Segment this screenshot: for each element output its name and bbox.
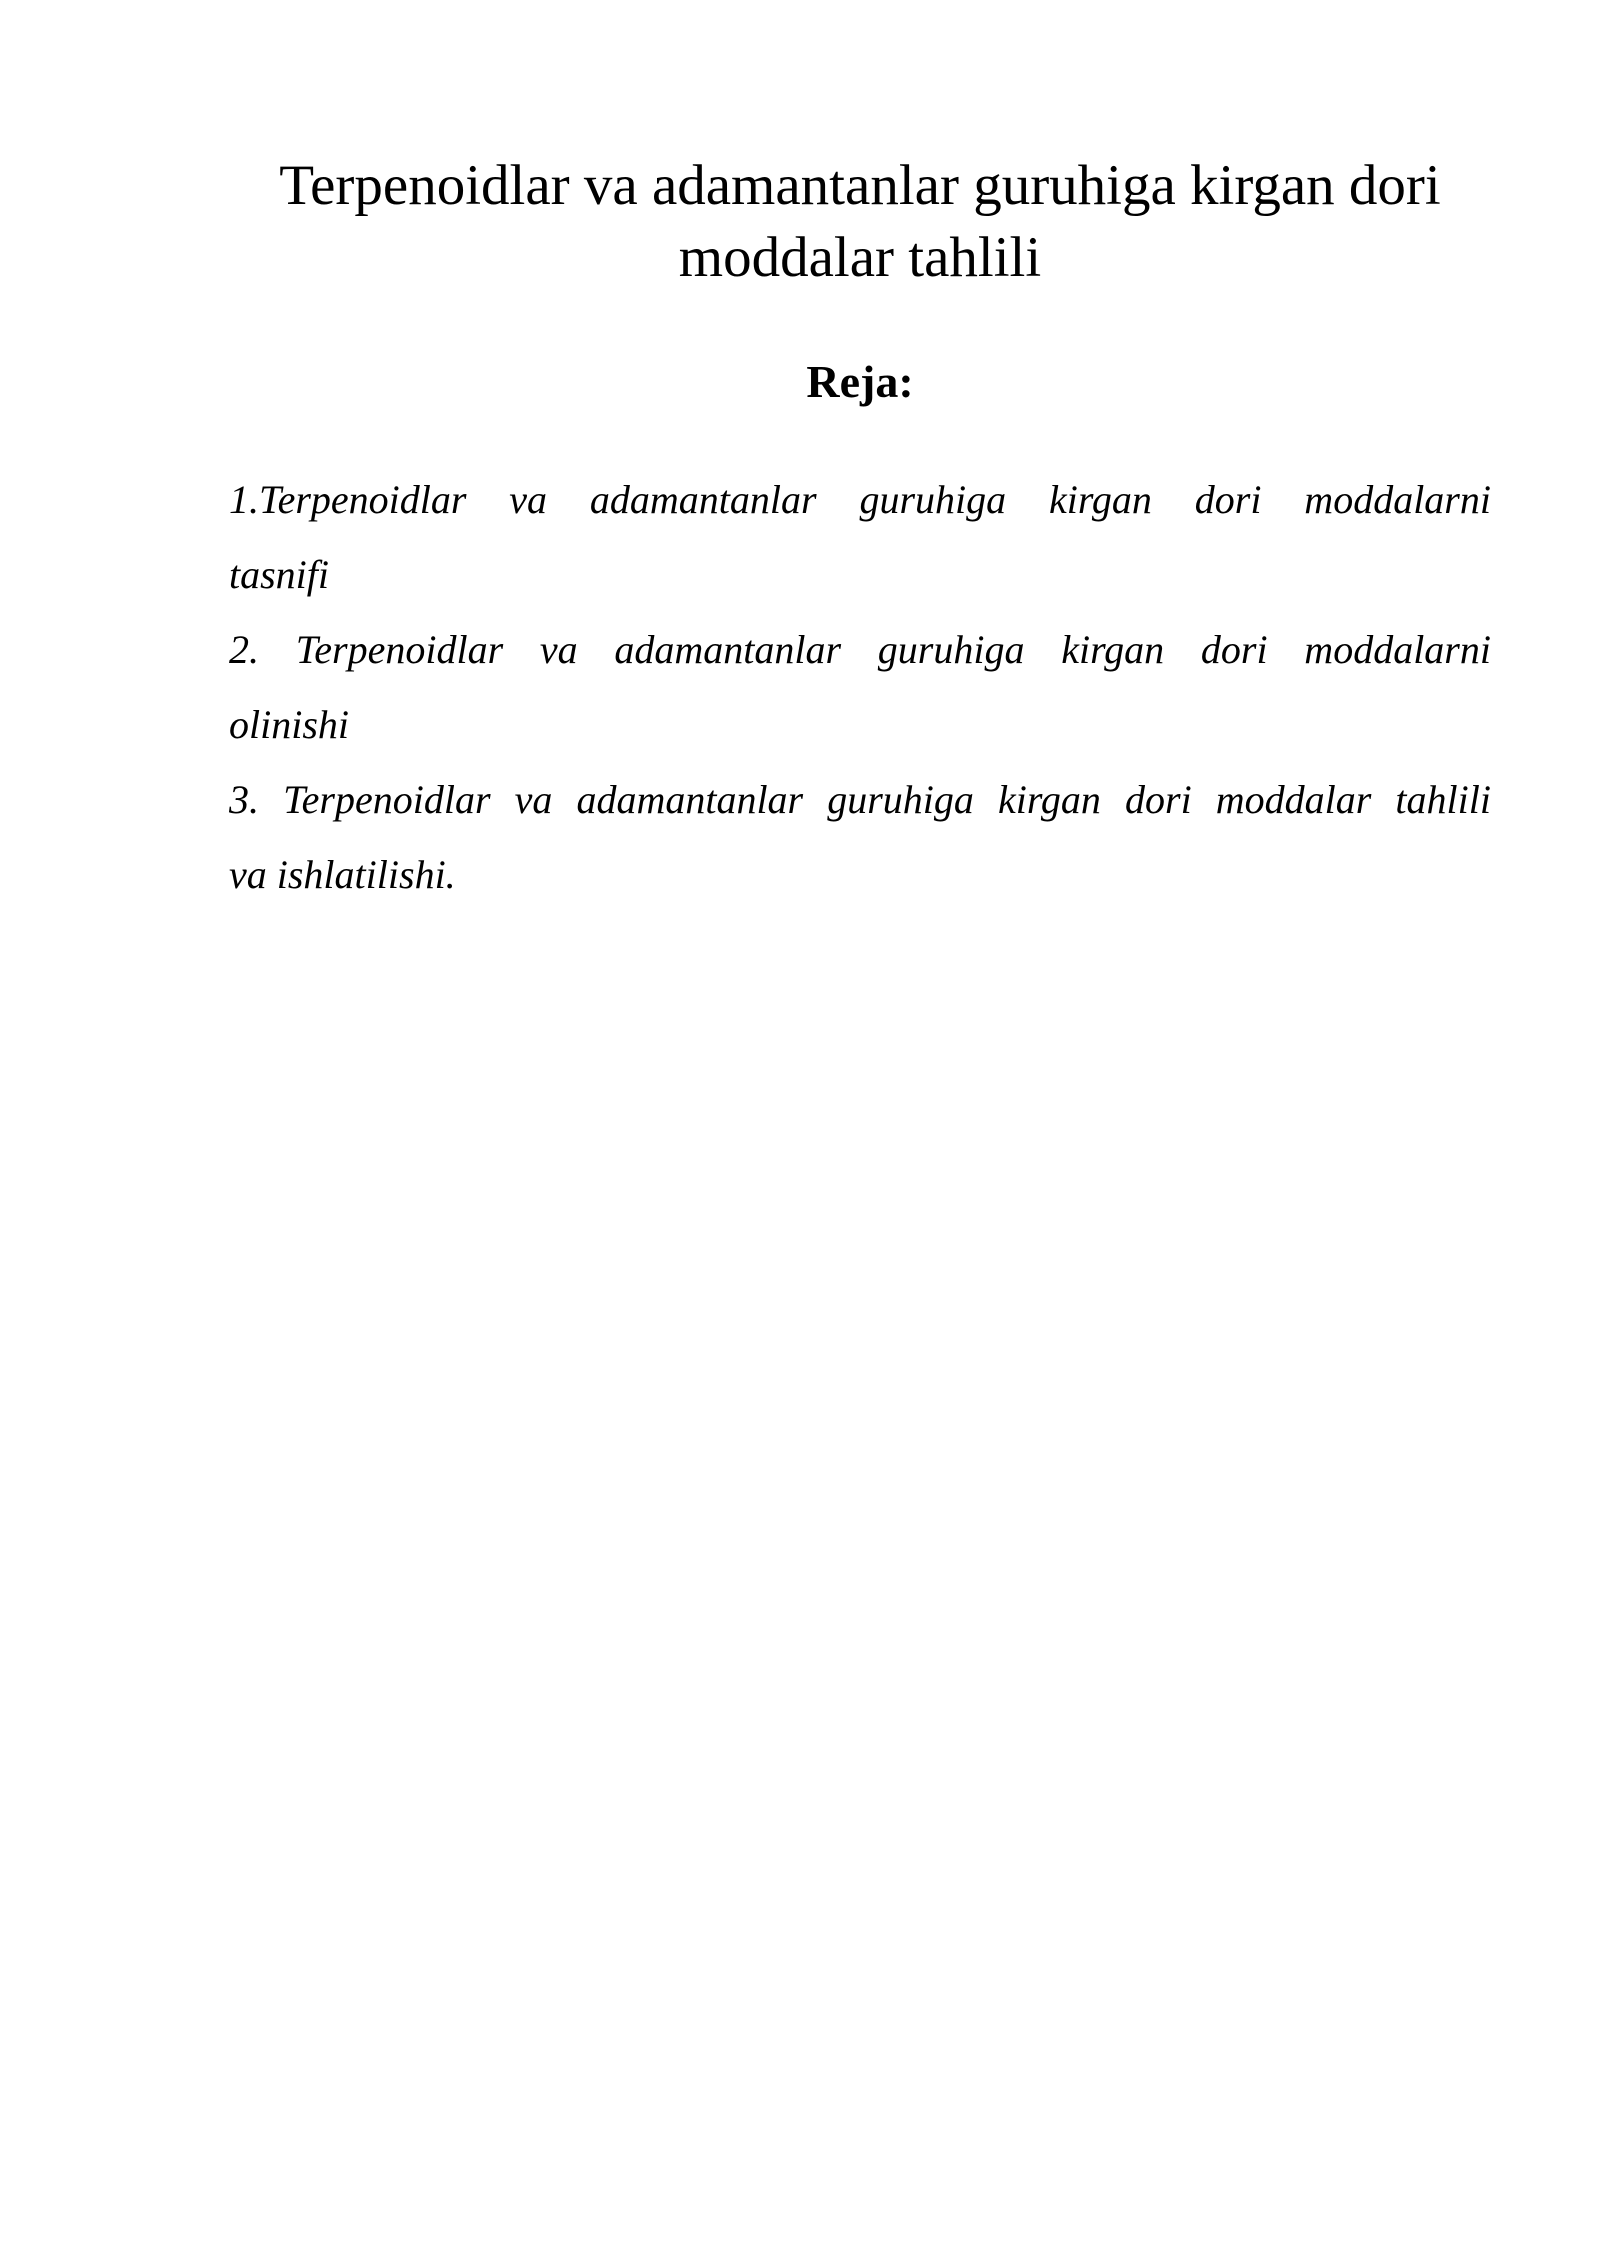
plan-heading: Reja: [806,356,914,407]
title-line-2: moddalar tahlili [678,226,1042,289]
plan-item-line: 1.Terpenoidlar va adamantanlar guruhiga kirgan dori moddalarni [229,477,1491,522]
plan-item [229,462,1491,612]
plan-item-line: olinishi [229,702,350,747]
title-line-1: Terpenoidlar va adamantanlar guruhiga kirgan dori [279,154,1441,217]
plan-item-line: va ishlatilishi. [229,852,456,897]
document-title [200,150,1520,294]
plan-list [229,462,1491,912]
plan-item-line: tasnifi [229,552,330,597]
plan-item [229,762,1491,912]
plan-item-line: 2. Terpenoidlar va adamantanlar guruhiga kirgan dori moddalarni [229,627,1491,672]
plan-item [229,612,1491,762]
plan-item-line: 3. Terpenoidlar va adamantanlar guruhiga kirgan dori moddalar tahlili [229,777,1491,822]
